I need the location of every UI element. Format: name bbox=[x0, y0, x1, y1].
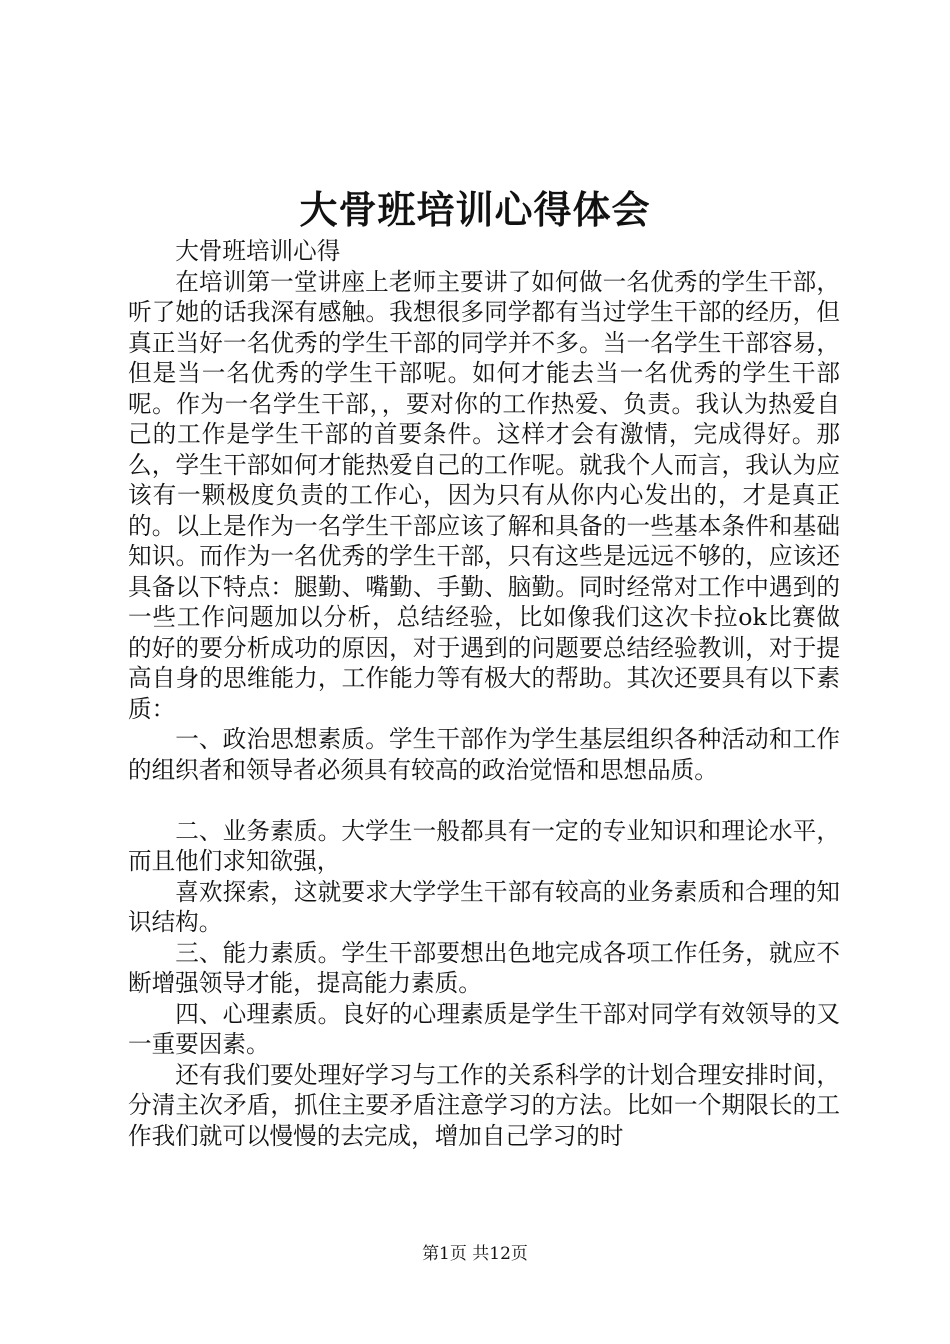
page-title: 大骨班培训心得体会 bbox=[299, 187, 651, 232]
page-indicator: 第1页 共12页 bbox=[422, 1244, 528, 1264]
paragraph-subtitle: 大骨班培训心得 bbox=[175, 237, 341, 265]
paragraph-business-quality: 二、业务素质。大学生一般都具有一定的专业知识和理论水平，而且他们求知欲强， bbox=[128, 816, 840, 875]
paragraph-study-work-balance: 还有我们要处理好学习与工作的关系科学的计划合理安排时间，分清主次矛盾，抓住主要矛盾注意学习的方法。比如一个期限长的工作我们就可以慢慢的去完成，增加自己学习的时 bbox=[128, 1060, 840, 1150]
document-body bbox=[128, 236, 840, 1151]
paragraph-ability-quality: 三、能力素质。学生干部要想出色地完成各项工作任务，就应不断增强领导才能，提高能力素质。 bbox=[128, 938, 840, 997]
paragraph-intro: 在培训第一堂讲座上老师主要讲了如何做一名优秀的学生干部，听了她的话我深有感触。我想很多同学都有当过学生干部的经历，但真正当好一名优秀的学生干部的同学并不多。当一名学生干部容易，但是当一名优秀的学生干部呢。如何才能去当一名优秀的学生干部呢。作为一名学生干部，，要对你的工作热爱、负责。我认为热爱自己的工作是学生干部的首要条件。这样才会有激情，完成得好。那么，学生干部如何才能热爱自己的工作呢。就我个人而言，我认为应该有一颗极度负责的工作心，因为只有从你内心发出的，才是真正的。以上是作为一名学生干部应该了解和具备的一些基本条件和基础知识。而作为一名优秀的学生干部，只有这些是远远不够的，应该还具备以下特点：腿勤、嘴勤、手勤、脑勤。同时经常对工作中遇到的一些工作问题加以分析，总结经验，比如像我们这次卡拉ok比赛做的好的要分析成功的原因，对于遇到的问题要总结经验教训，对于提高自身的思维能力，工作能力等有极大的帮助。其次还要具有以下素质： bbox=[128, 267, 840, 723]
paragraph-psychological-quality: 四、心理素质。良好的心理素质是学生干部对同学有效领导的又一重要因素。 bbox=[128, 999, 840, 1058]
paragraph-business-quality-cont: 喜欢探索，这就要求大学学生干部有较高的业务素质和合理的知识结构。 bbox=[128, 877, 840, 936]
paragraph-political-quality: 一、政治思想素质。学生干部作为学生基层组织各种活动和工作的组织者和领导者必须具有较高的政治觉悟和思想品质。 bbox=[128, 725, 840, 784]
